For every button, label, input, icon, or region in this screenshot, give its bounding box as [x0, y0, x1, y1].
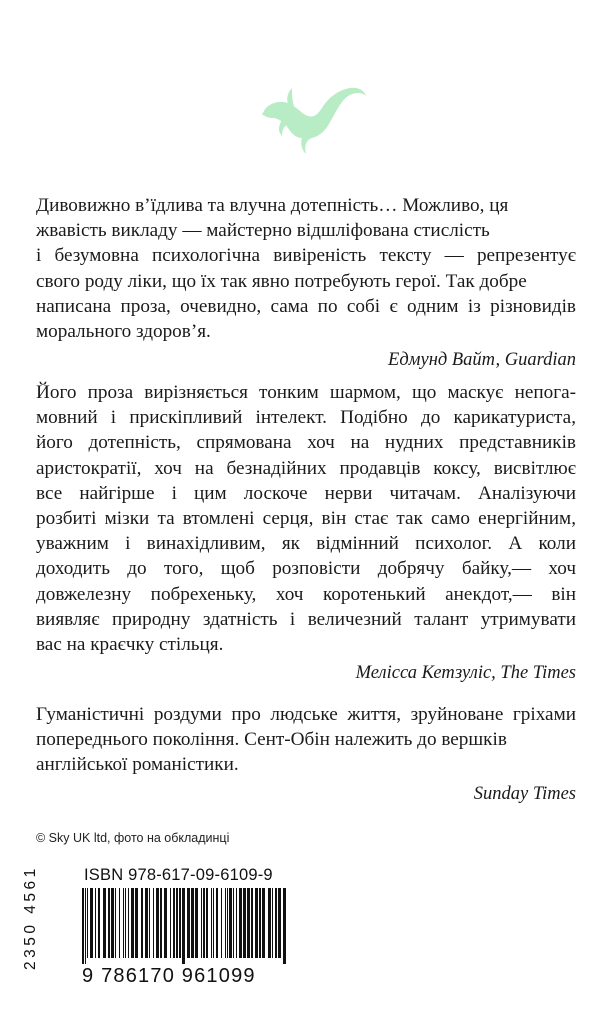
- quote-attribution: Sunday Times: [473, 783, 576, 804]
- barcode-digits: 9 786170 961099: [82, 965, 256, 987]
- quote-line: попереднього покоління. Сент-Обін належить до вершків: [36, 729, 507, 751]
- lizard-icon: [258, 80, 368, 160]
- quote-attribution: Мелісса Кетзуліс, The Times: [355, 663, 576, 684]
- quote-line: все найгірше і цим лоскоче нерви читачам. Аналізуючи: [36, 482, 576, 504]
- quote-2: [36, 380, 576, 686]
- barcode-bars: [80, 888, 290, 964]
- quote-line: морального здоров’я.: [36, 321, 211, 343]
- quote-line: виявляє природну здатність і величезний талант утримувати: [36, 608, 576, 630]
- isbn-label: ISBN 978-617-09-6109-9: [84, 866, 273, 884]
- quote-line: довжелезну побрехеньку, хоч коротенький анекдот,— він: [36, 583, 576, 605]
- quote-line: уважним і винахідливим, як відмінний психолог. А коли: [36, 533, 576, 555]
- quote-line: і безумовна психологічна вивіреність тексту — репрезентує: [36, 245, 576, 267]
- quote-line: вас на краєчку стільця.: [36, 634, 224, 656]
- quote-line: написана проза, очевидно, сама по собі є одним із різновидів: [36, 295, 576, 317]
- photo-credit: © Sky UK ltd, фото на обкладинці: [36, 831, 230, 845]
- quote-line: Дивовижно в’їдлива та влучна дотепність… Можливо, ця: [36, 195, 509, 216]
- quote-attribution: Едмунд Вайт, Guardian: [388, 350, 576, 371]
- quote-line: розбиті мізки та втомлені серця, він стає так само енергійним,: [36, 508, 576, 530]
- quote-line: англійської романістики.: [36, 754, 239, 776]
- quote-line: жвавість викладу — майстерно відшліфована стислість: [36, 220, 490, 242]
- quote-1: [36, 193, 576, 373]
- quote-line: мовний і прискіпливий інтелект. Подібно до карикатуриста,: [36, 407, 576, 429]
- quote-line: аристократії, хоч на безнадійних продавців коксу, висвітлює: [36, 457, 576, 479]
- quote-line: його дотепність, спрямована хоч на нудних представників: [36, 432, 576, 454]
- quote-3: [36, 702, 576, 807]
- quote-line: Гуманістичні роздуми про людське життя, зруйноване гріхами: [36, 704, 576, 725]
- quote-line: свого роду ліки, що їх так явно потребують герої. Так добре: [36, 270, 527, 292]
- barcode-side-number: 2350 4561: [22, 865, 39, 970]
- quote-line: Його проза вирізняється тонким шармом, що маскує непога-: [36, 382, 576, 403]
- quote-line: доходить до того, щоб розповісти добрячу байку,— хоч: [36, 558, 576, 580]
